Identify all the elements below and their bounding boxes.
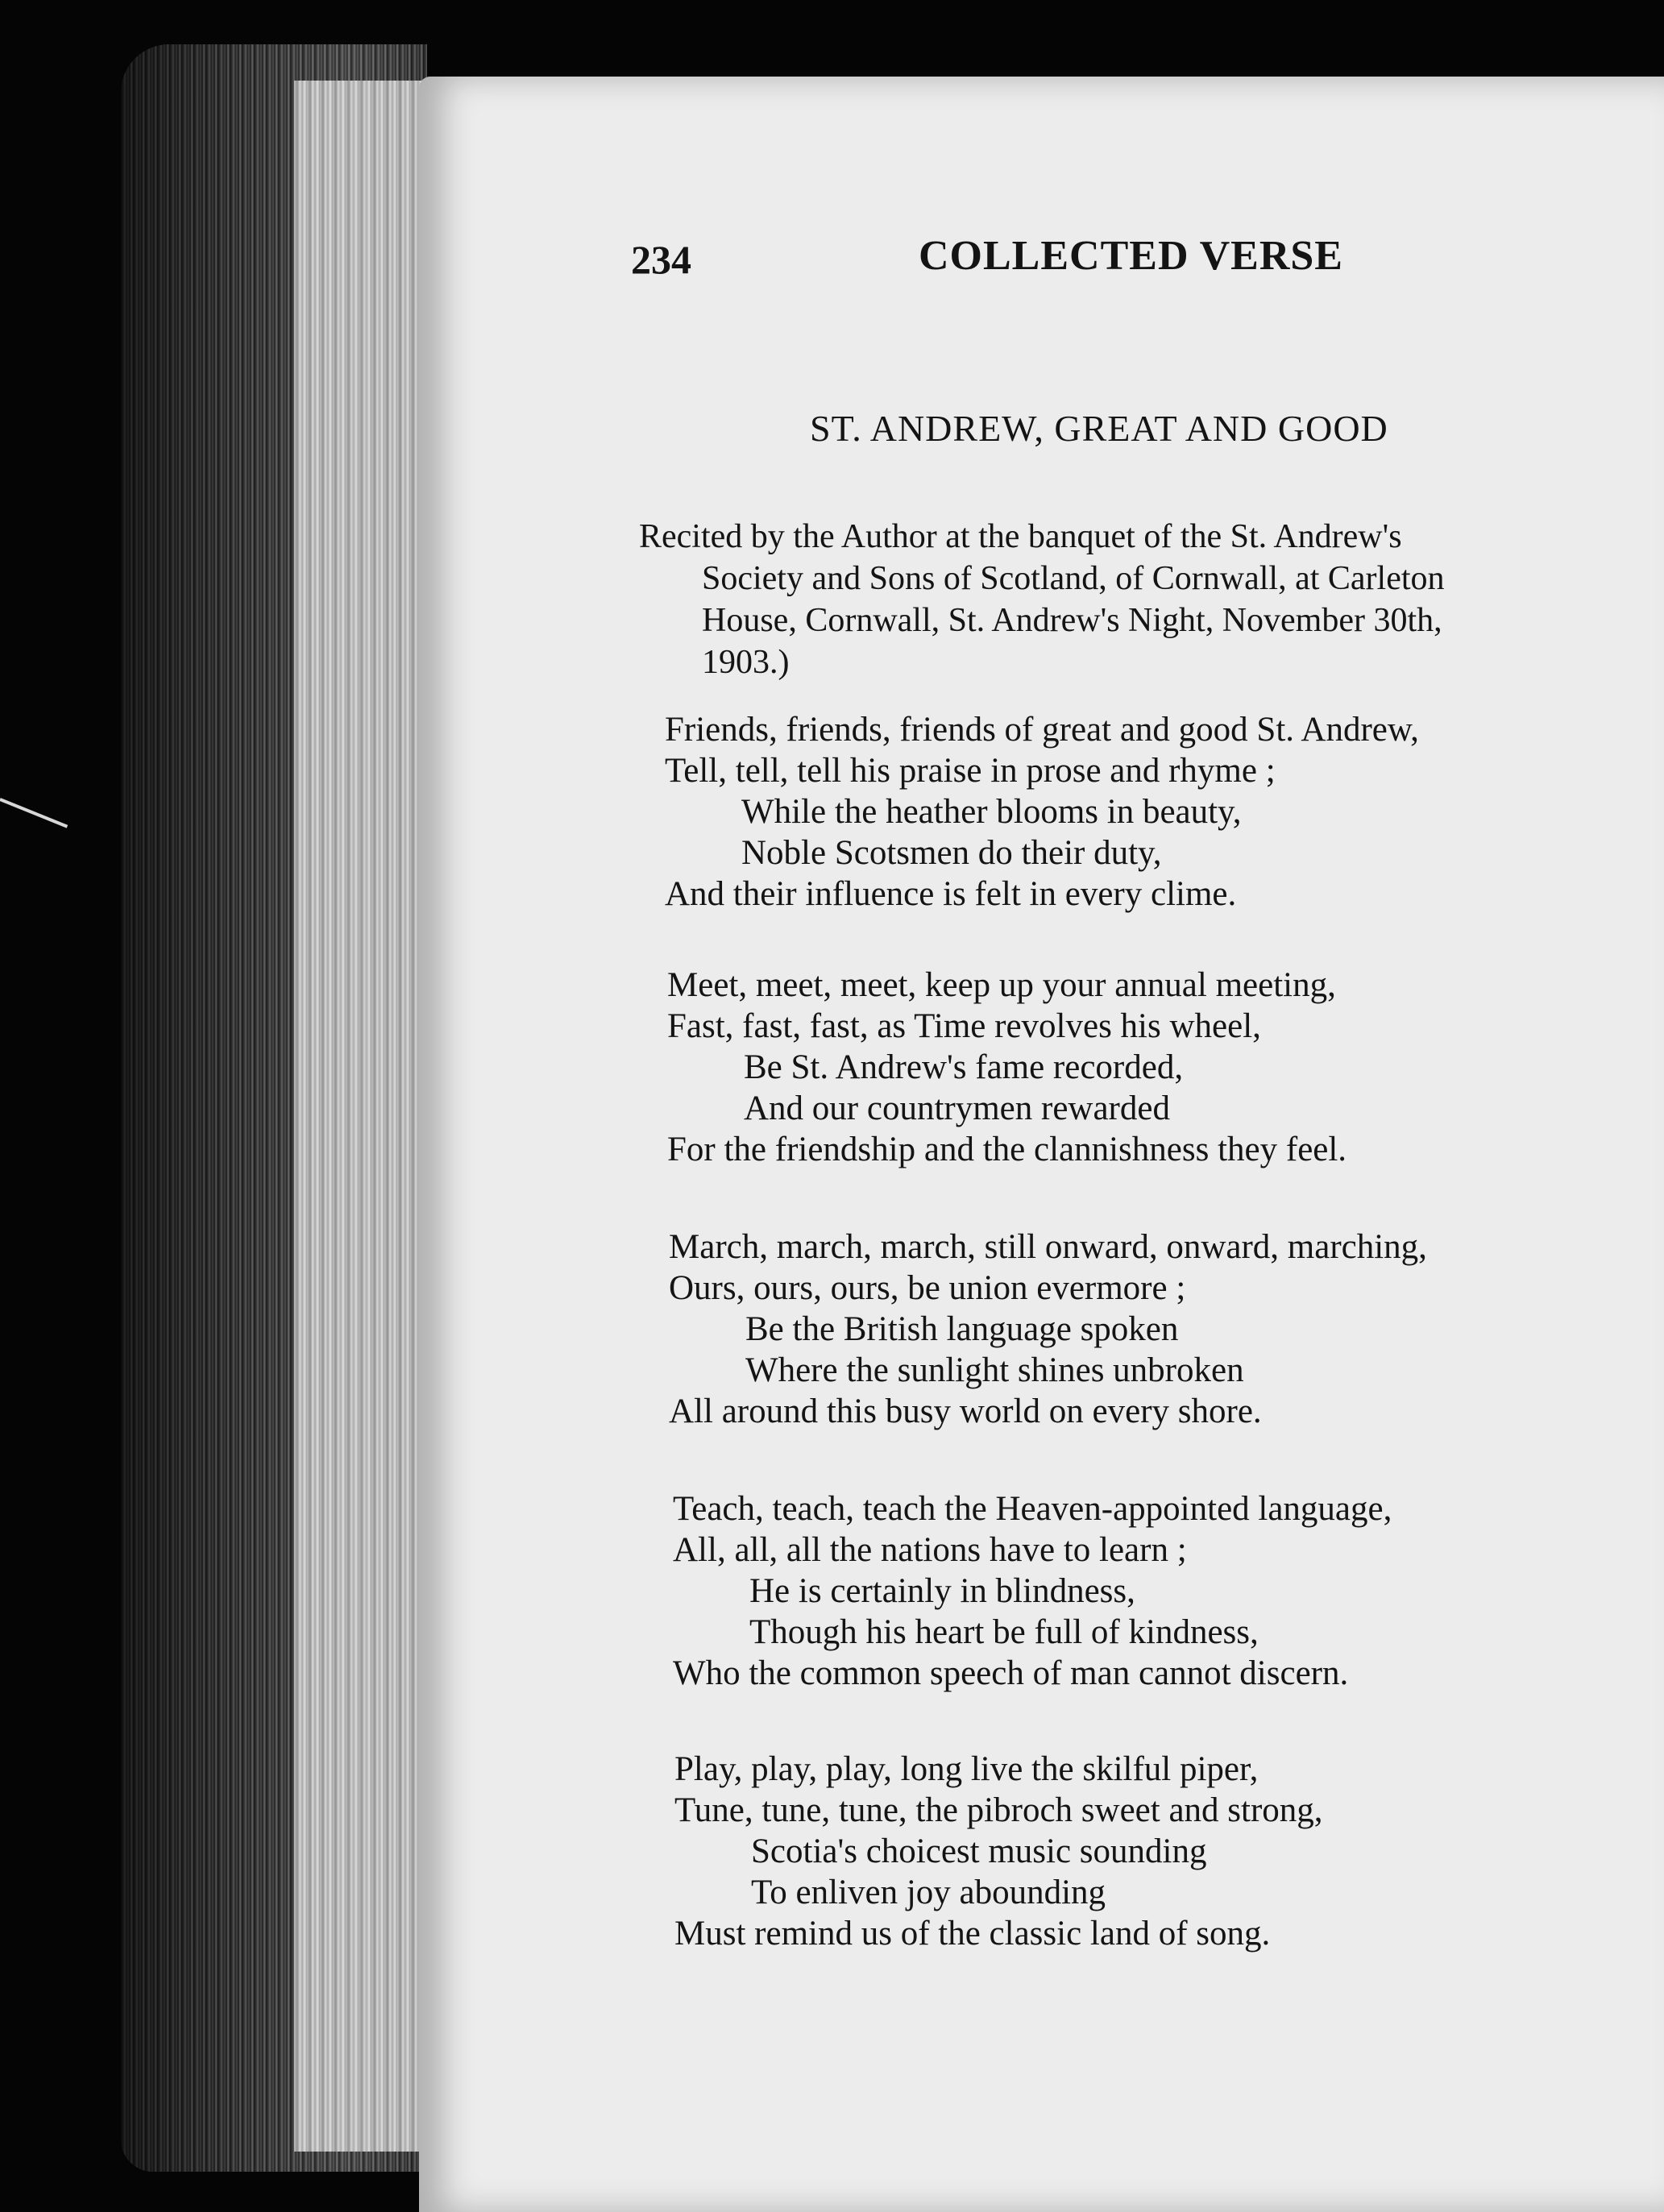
verse-line: Play, play, play, long live the skilful piper, (674, 1750, 1259, 1788)
verse-line: And our countrymen rewarded (744, 1089, 1170, 1127)
page-edges-highlight (294, 81, 423, 2152)
verse-line: While the heather blooms in beauty, (741, 793, 1242, 831)
verse-line: Friends, friends, friends of great and good St. Andrew, (665, 711, 1419, 749)
verse-line: Ours, ours, ours, be union evermore ; (669, 1269, 1186, 1307)
stanza-5 (674, 1749, 1323, 1954)
epigraph-line: Recited by the Author at the banquet of the St. Andrew's (639, 518, 1402, 555)
page-number: 234 (631, 237, 691, 282)
verse-line: Noble Scotsmen do their duty, (741, 834, 1162, 872)
verse-line: All around this busy world on every shore. (669, 1392, 1262, 1430)
verse-line: For the friendship and the clannishness they feel. (667, 1131, 1347, 1168)
verse-line: Fast, fast, fast, as Time revolves his wheel, (667, 1007, 1261, 1045)
verse-line: He is certainly in blindness, (749, 1572, 1135, 1610)
stanza-4 (673, 1488, 1392, 1694)
verse-line: Tell, tell, tell his praise in prose and rhyme ; (665, 752, 1276, 790)
verse-line: March, march, march, still onward, onward, marching, (669, 1228, 1427, 1266)
verse-line: Though his heart be full of kindness, (749, 1613, 1259, 1651)
verse-line: Where the sunlight shines unbroken (745, 1351, 1244, 1389)
epigraph-line: 1903.) (702, 644, 790, 681)
verse-line: Must remind us of the classic land of song. (674, 1915, 1271, 1953)
running-head: COLLECTED VERSE (919, 233, 1343, 279)
verse-line: Tune, tune, tune, the pibroch sweet and strong, (674, 1791, 1323, 1829)
poem-title: ST. ANDREW, GREAT AND GOOD (810, 408, 1388, 449)
verse-line: Meet, meet, meet, keep up your annual meeting, (667, 966, 1336, 1004)
verse-line: To enliven joy abounding (751, 1874, 1106, 1911)
background-mark (0, 798, 68, 828)
verse-line: Scotia's choicest music sounding (751, 1832, 1207, 1870)
stanza-3 (669, 1226, 1427, 1432)
verse-line: Who the common speech of man cannot discern. (673, 1654, 1349, 1692)
verse-line: Be the British language spoken (745, 1310, 1179, 1348)
verse-line: And their influence is felt in every clime. (665, 875, 1237, 913)
stanza-1 (665, 709, 1419, 915)
stanza-2 (667, 965, 1347, 1170)
epigraph-line: Society and Sons of Scotland, of Cornwall, at Carleton (702, 560, 1445, 597)
verse-line: Be St. Andrew's fame recorded, (744, 1048, 1184, 1086)
verse-line: Teach, teach, teach the Heaven-appointed language, (673, 1490, 1392, 1528)
epigraph (639, 516, 1445, 683)
verse-line: All, all, all the nations have to learn ; (673, 1531, 1187, 1569)
epigraph-line: House, Cornwall, St. Andrew's Night, November 30th, (702, 602, 1442, 639)
